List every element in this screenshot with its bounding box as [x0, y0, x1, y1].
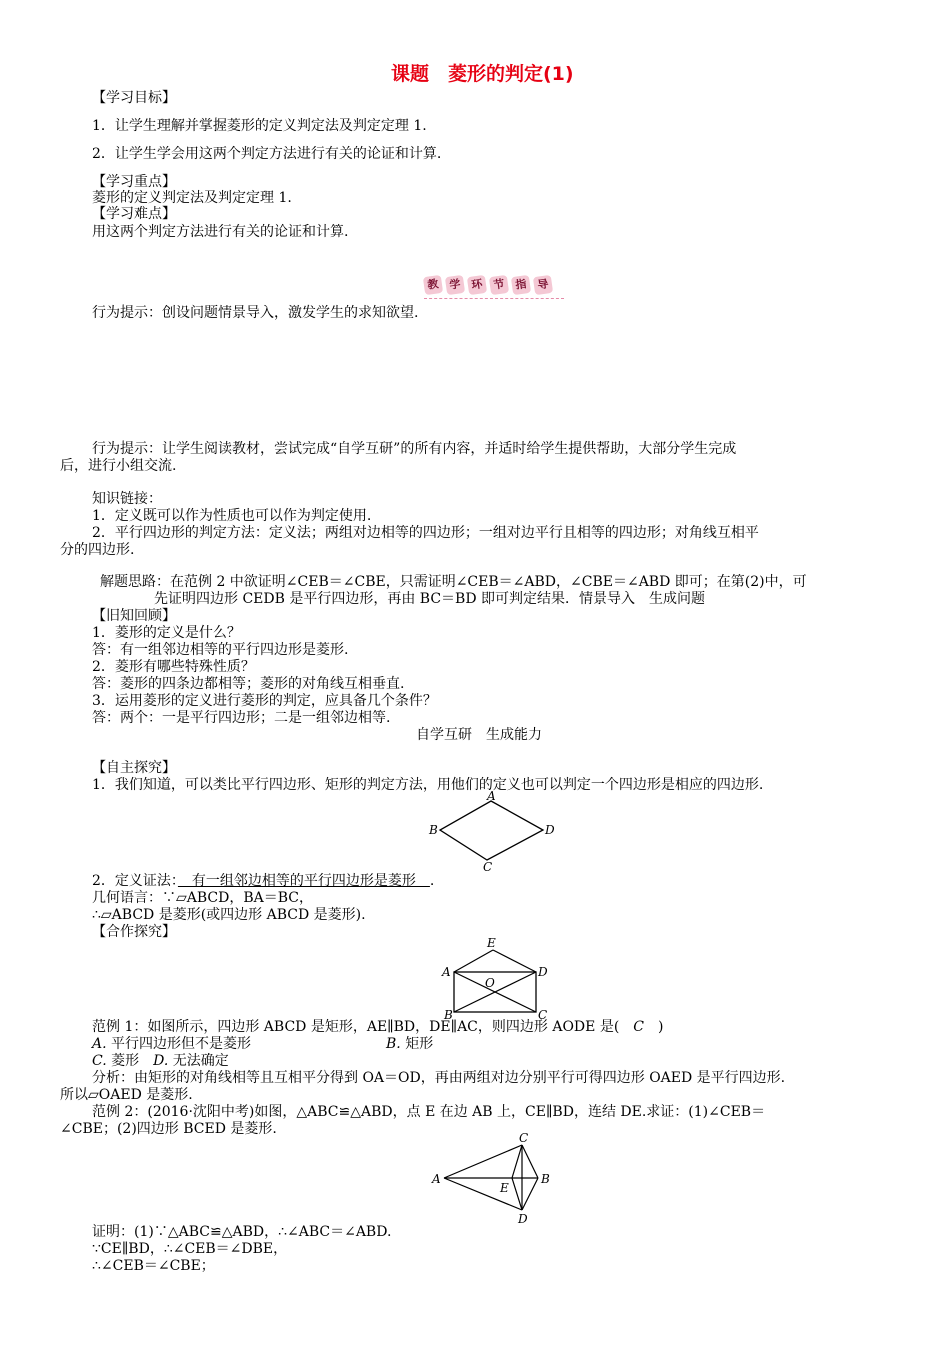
knowledge-item-1: 1．定义既可以作为性质也可以作为判定使用.: [92, 508, 372, 524]
option-c-letter: C.: [92, 1053, 107, 1069]
badge-char: 节: [489, 275, 509, 295]
rhombus-shape: [440, 801, 543, 860]
goals-header: 【学习目标】: [92, 90, 176, 106]
label-d: D: [538, 965, 548, 979]
badge-char: 学: [445, 275, 465, 295]
idea-line-1: 解题思路：在范例 2 中欲证明∠CEB＝∠CBE，只需证明∠CEB＝∠ABD，∠CBE＝∠ABD 即可；在第(2)中，可: [100, 574, 807, 590]
knowledge-header: 知识链接：: [92, 491, 162, 507]
option-c-text: 菱形: [111, 1053, 140, 1069]
focus-text: 菱形的定义判定法及判定定理 1.: [92, 190, 292, 206]
label-c: C: [538, 1008, 548, 1021]
label-e: E: [487, 936, 496, 950]
option-b-letter: B.: [386, 1036, 401, 1052]
idea-line-2: 先证明四边形 CEDB 是平行四边形，再由 BC＝BD 即可判定结果．情景导入 生成问题: [154, 591, 706, 607]
option-a-letter: A.: [92, 1036, 107, 1052]
proof-line-3: ∴∠CEB＝∠CBE；: [92, 1258, 215, 1274]
figure-rhombus-abcd: [425, 790, 560, 872]
label-c: C: [483, 860, 493, 872]
difficulty-text: 用这两个判定方法进行有关的论证和计算.: [92, 224, 349, 240]
example-1-stem-suffix: ): [644, 1019, 664, 1035]
knowledge-item-2-line-1: 2．平行四边形的判定方法：定义法；两组对边相等的四边形；一组对边平行且相等的四边形；对角线互相平: [92, 525, 759, 541]
label-e: E: [500, 1181, 509, 1195]
example-1-option-b: [386, 1036, 433, 1052]
badge-char: 教: [423, 275, 443, 295]
example-1-options-cd: [92, 1053, 229, 1069]
badge-char: 环: [467, 275, 487, 295]
label-b: B: [429, 823, 438, 837]
example-1-analysis-line-1: 分析：由矩形的对角线相等且互相平分得到 OA＝OD，再由两组对边分别平行可得四边形 OAED 是平行四边形.: [92, 1070, 786, 1086]
figure-triangles-abc-abd: [428, 1130, 558, 1226]
review-q1: 1．菱形的定义是什么？: [92, 625, 241, 641]
segment-ae: [454, 950, 493, 972]
goal-item-2: 2．让学生学会用这两个判定方法进行有关的论证和计算.: [92, 146, 442, 162]
option-d-letter: D.: [153, 1053, 169, 1069]
hint-2-line-1: 行为提示：让学生阅读教材，尝试完成“自学互研”的所有内容，并适时给学生提供帮助，大部分学生完成: [92, 441, 737, 457]
label-d: D: [545, 823, 555, 837]
badge-char: 导: [533, 275, 553, 295]
label-a: A: [442, 965, 451, 979]
coop-header: 【合作探究】: [92, 924, 176, 940]
hint-2-line-2: 后，进行小组交流.: [60, 458, 177, 474]
label-b: B: [541, 1172, 550, 1186]
review-a1: 答：有一组邻边相等的平行四边形是菱形.: [92, 642, 349, 658]
review-a2: 答：菱形的四条边都相等；菱形的对角线互相垂直.: [92, 676, 405, 692]
label-b: B: [444, 1008, 453, 1021]
segment-ac: [444, 1145, 522, 1178]
explore-item-1: 1．我们知道，可以类比平行四边形、矩形的判定方法，用他们的定义也可以判定一个四边形是相应的四边形.: [92, 777, 764, 793]
explore-header: 【自主探究】: [92, 760, 176, 776]
example-1-option-a: [92, 1036, 251, 1052]
option-a-text: 平行四边形但不是菱形: [111, 1036, 252, 1052]
definition-suffix: .: [429, 873, 435, 889]
definition-answer: 有一组邻边相等的平行四边形是菱形: [177, 873, 430, 889]
knowledge-item-2-line-2: 分的四边形.: [60, 542, 135, 558]
segment-ad: [444, 1178, 522, 1210]
label-a: A: [487, 790, 496, 803]
explore-conclusion: ∴▱ABCD 是菱形(或四边形 ABCD 是菱形).: [92, 907, 366, 923]
focus-header: 【学习重点】: [92, 174, 176, 190]
section-heading-self-study: 自学互研 生成能力: [416, 727, 542, 743]
segment-ed: [512, 1178, 522, 1210]
review-q3: 3．运用菱形的定义进行菱形的判定，应具备几个条件？: [92, 693, 437, 709]
proof-line-1: 证明：(1)∵△ABC≌△ABD，∴∠ABC＝∠ABD.: [92, 1224, 392, 1240]
hint-1: 行为提示：创设问题情景导入，激发学生的求知欲望.: [92, 305, 419, 321]
review-q2: 2．菱形有哪些特殊性质？: [92, 659, 255, 675]
label-d: D: [518, 1212, 528, 1226]
review-a3: 答：两个：一是平行四边形；二是一组邻边相等.: [92, 710, 391, 726]
goal-item-1: 1．让学生理解并掌握菱形的定义判定法及判定定理 1.: [92, 118, 427, 134]
example-2-line-1: 范例 2：(2016·沈阳中考)如图，△ABC≌△ABD，点 E 在边 AB 上，CE∥BD，连结 DE.求证：(1)∠CEB＝: [92, 1104, 766, 1120]
segment-de: [493, 950, 536, 972]
proof-line-2: ∵CE∥BD，∴∠CEB＝∠DBE，: [92, 1241, 288, 1257]
option-d-text: 无法确定: [172, 1053, 229, 1069]
segment-ce: [512, 1145, 522, 1178]
difficulty-header: 【学习难点】: [92, 206, 176, 222]
example-1-stem: [92, 1019, 663, 1035]
geometry-language: 几何语言：∵▱ABCD，BA＝BC，: [92, 890, 314, 906]
badge-char: 指: [511, 275, 531, 295]
example-1-answer: C: [633, 1019, 645, 1035]
label-o: O: [485, 976, 495, 990]
example-1-stem-prefix: 范例 1：如图所示，四边形 ABCD 是矩形，AE∥BD，DE∥AC，则四边形 AODE 是(: [92, 1019, 634, 1035]
segment-cb: [522, 1145, 538, 1178]
definition-prefix: 2．定义证法：: [92, 873, 178, 889]
figure-rectangle-aode: [438, 935, 548, 1021]
example-1-analysis-line-2: 所以▱OAED 是菱形.: [60, 1087, 193, 1103]
label-a: A: [432, 1172, 441, 1186]
example-2-line-2: ∠CBE；(2)四边形 BCED 是菱形.: [60, 1121, 277, 1137]
segment-bd: [522, 1178, 538, 1210]
page-title: 课题 菱形的判定(1): [391, 63, 574, 85]
label-c: C: [519, 1131, 529, 1145]
section-badge: [424, 276, 564, 299]
review-header: 【旧知回顾】: [92, 608, 176, 624]
option-b-text: 矩形: [405, 1036, 434, 1052]
explore-item-2: [92, 873, 434, 889]
